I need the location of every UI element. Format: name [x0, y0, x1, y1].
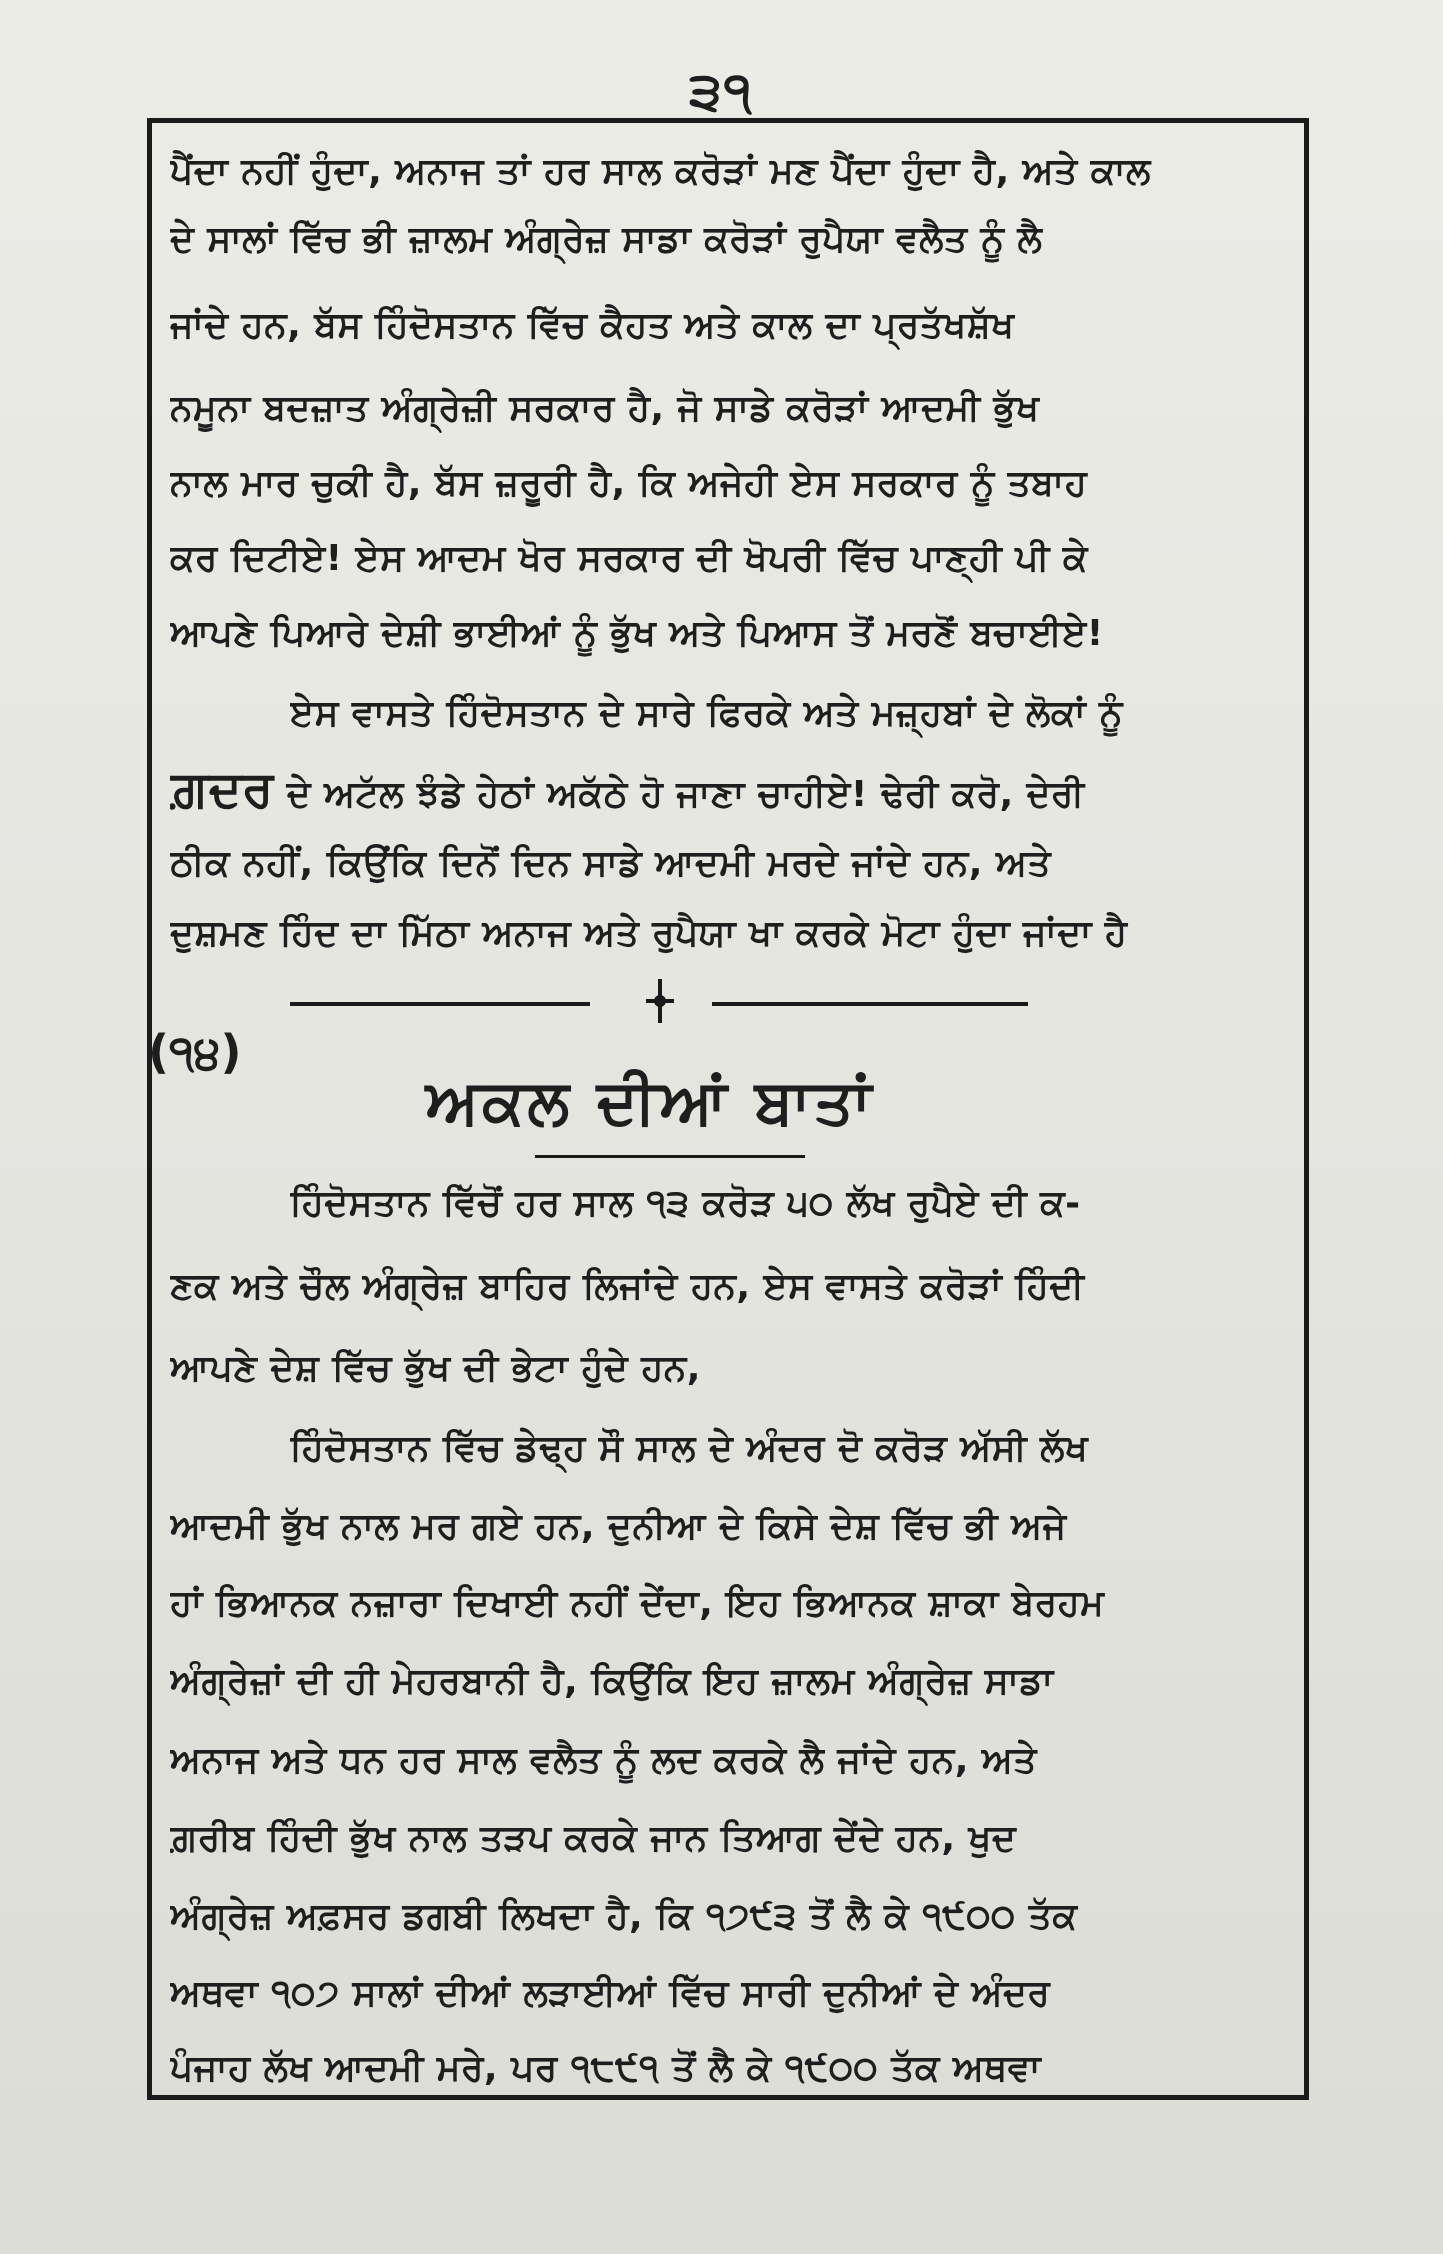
body-line: ਅੰਗ੍ਰੇਜ਼ ਅਫ਼ਸਰ ਡਗਬੀ ਲਿਖਦਾ ਹੈ, ਕਿ ੧੭੯੩ ਤੋਂ ਲੈ ਕੇ ੧੯੦੦ ਤੱਕ: [170, 1896, 1078, 1937]
body-line-indented: ਹਿੰਦੋਸਤਾਨ ਵਿੱਚ ਡੇਢ੍ਹ ਸੌ ਸਾਲ ਦੇ ਅੰਦਰ ਦੋ ਕਰੋੜ ਅੱਸੀ ਲੱਖ: [290, 1428, 1089, 1469]
body-line: ਠੀਕ ਨਹੀਂ, ਕਿਉਂਕਿ ਦਿਨੋਂ ਦਿਨ ਸਾਡੇ ਆਦਮੀ ਮਰਦੇ ਜਾਂਦੇ ਹਨ, ਅਤੇ: [170, 843, 1051, 884]
body-line: ਆਪਣੇ ਪਿਆਰੇ ਦੇਸ਼ੀ ਭਾਈਆਂ ਨੂੰ ਭੁੱਖ ਅਤੇ ਪਿਆਸ ਤੋਂ ਮਰਣੋਂ ਬਚਾਈਏ!: [170, 613, 1104, 654]
body-line: ਪੈਂਦਾ ਨਹੀਂ ਹੁੰਦਾ, ਅਨਾਜ ਤਾਂ ਹਰ ਸਾਲ ਕਰੋੜਾਂ ਮਣ ਪੈਂਦਾ ਹੁੰਦਾ ਹੈ, ਅਤੇ ਕਾਲ: [170, 151, 1151, 192]
divider-left-rule: [290, 1002, 590, 1006]
body-line: ਆਦਮੀ ਭੁੱਖ ਨਾਲ ਮਰ ਗਏ ਹਨ, ਦੁਨੀਆ ਦੇ ਕਿਸੇ ਦੇਸ਼ ਵਿੱਚ ਭੀ ਅਜੇ: [170, 1506, 1067, 1547]
section-heading: ਅਕਲ ਦੀਆਂ ਬਾਤਾਂ: [425, 1065, 875, 1138]
body-line: ਜਾਂਦੇ ਹਨ, ਬੱਸ ਹਿੰਦੋਸਤਾਨ ਵਿੱਚ ਕੈਹਤ ਅਤੇ ਕਾਲ ਦਾ ਪ੍ਰਤੱਖਸ਼ੱਖ: [170, 305, 1015, 346]
ghadar-emphasis: ਗ਼ਦਰ: [170, 765, 274, 818]
body-line: ਆਪਣੇ ਦੇਸ਼ ਵਿੱਚ ਭੁੱਖ ਦੀ ਭੇਟਾ ਹੁੰਦੇ ਹਨ,: [170, 1348, 701, 1389]
body-line: ਅੰਗ੍ਰੇਜ਼ਾਂ ਦੀ ਹੀ ਮੇਹਰਬਾਨੀ ਹੈ, ਕਿਉਂਕਿ ਇਹ ਜ਼ਾਲਮ ਅੰਗ੍ਰੇਜ਼ ਸਾਡਾ: [170, 1661, 1054, 1702]
body-line: ਅਨਾਜ ਅਤੇ ਧਨ ਹਰ ਸਾਲ ਵਲੈਤ ਨੂੰ ਲਦ ਕਰਕੇ ਲੈ ਜਾਂਦੇ ਹਨ, ਅਤੇ: [170, 1740, 1037, 1781]
section-number: (੧੪): [148, 1025, 242, 1079]
body-line: ਹਾਂ ਭਿਆਨਕ ਨਜ਼ਾਰਾ ਦਿਖਾਈ ਨਹੀਂ ਦੇਂਦਾ, ਇਹ ਭਿਆਨਕ ਸ਼ਾਕਾ ਬੇਰਹਮ: [170, 1583, 1105, 1624]
body-line: ਨਮੂਨਾ ਬਦਜ਼ਾਤ ਅੰਗ੍ਰੇਜ਼ੀ ਸਰਕਾਰ ਹੈ, ਜੋ ਸਾਡੇ ਕਰੋੜਾਂ ਆਦਮੀ ਭੁੱਖ: [170, 388, 1040, 429]
body-line: ਅਥਵਾ ੧੦੭ ਸਾਲਾਂ ਦੀਆਂ ਲੜਾਈਆਂ ਵਿੱਚ ਸਾਰੀ ਦੁਨੀਆਂ ਦੇ ਅੰਦਰ: [170, 1973, 1051, 2014]
body-line-indented: ਏਸ ਵਾਸਤੇ ਹਿੰਦੋਸਤਾਨ ਦੇ ਸਾਰੇ ਫਿਰਕੇ ਅਤੇ ਮਜ਼੍ਹਬਾਂ ਦੇ ਲੋਕਾਂ ਨੂੰ: [290, 693, 1124, 734]
body-line: ਗ਼ਰੀਬ ਹਿੰਦੀ ਭੁੱਖ ਨਾਲ ਤੜਪ ਕਰਕੇ ਜਾਨ ਤਿਆਗ ਦੇਂਦੇ ਹਨ, ਖੁਦ: [170, 1818, 1017, 1859]
body-line: ਨਾਲ ਮਾਰ ਚੁਕੀ ਹੈ, ਬੱਸ ਜ਼ਰੂਰੀ ਹੈ, ਕਿ ਅਜੇਹੀ ਏਸ ਸਰਕਾਰ ਨੂੰ ਤਬਾਹ: [170, 463, 1088, 504]
body-line: ਕਰ ਦਿਟੀਏ! ਏਸ ਆਦਮ ਖੋਰ ਸਰਕਾਰ ਦੀ ਖੋਪਰੀ ਵਿੱਚ ਪਾਣ੍ਹੀ ਪੀ ਕੇ: [170, 538, 1088, 579]
page-number: ੩੧: [689, 62, 754, 122]
body-line: ਦੁਸ਼ਮਣ ਹਿੰਦ ਦਾ ਮਿੱਠਾ ਅਨਾਜ ਅਤੇ ਰੁਪੈਯਾ ਖਾ ਕਰਕੇ ਮੋਟਾ ਹੁੰਦਾ ਜਾਂਦਾ ਹੈ: [170, 913, 1128, 954]
heading-underline: [535, 1155, 805, 1158]
body-line-rest: ਦੇ ਅਟੱਲ ਝੰਡੇ ਹੇਠਾਂ ਅਕੱਠੇ ਹੋ ਜਾਣਾ ਚਾਹੀਏ! ਢੇਰੀ ਕਰੋ, ਦੇਰੀ: [286, 774, 1085, 815]
body-line-indented: ਹਿੰਦੋਸਤਾਨ ਵਿੱਚੋਂ ਹਰ ਸਾਲ ੧੩ ਕਰੋੜ ੫੦ ਲੱਖ ਰੁਪੈਏ ਦੀ ਕ-: [290, 1183, 1081, 1224]
body-line: ਦੇ ਸਾਲਾਂ ਵਿੱਚ ਭੀ ਜ਼ਾਲਮ ਅੰਗ੍ਰੇਜ਼ ਸਾਡਾ ਕਰੋੜਾਂ ਰੁਪੈਯਾ ਵਲੈਤ ਨੂੰ ਲੈ: [170, 219, 1043, 260]
body-line: ਣਕ ਅਤੇ ਚੌਲ ਅੰਗ੍ਰੇਜ਼ ਬਾਹਿਰ ਲਿਜਾਂਦੇ ਹਨ, ਏਸ ਵਾਸਤੇ ਕਰੋੜਾਂ ਹਿੰਦੀ: [170, 1266, 1085, 1307]
body-line-with-ghadar: [170, 765, 1303, 819]
divider-right-rule: [712, 1002, 1028, 1006]
body-line: ਪੰਜਾਹ ਲੱਖ ਆਦਮੀ ਮਰੇ, ਪਰ ੧੮੯੧ ਤੋਂ ਲੈ ਕੇ ੧੯੦੦ ਤੱਕ ਅਥਵਾ: [170, 2048, 1042, 2089]
divider-ornament-icon: [640, 975, 680, 1027]
